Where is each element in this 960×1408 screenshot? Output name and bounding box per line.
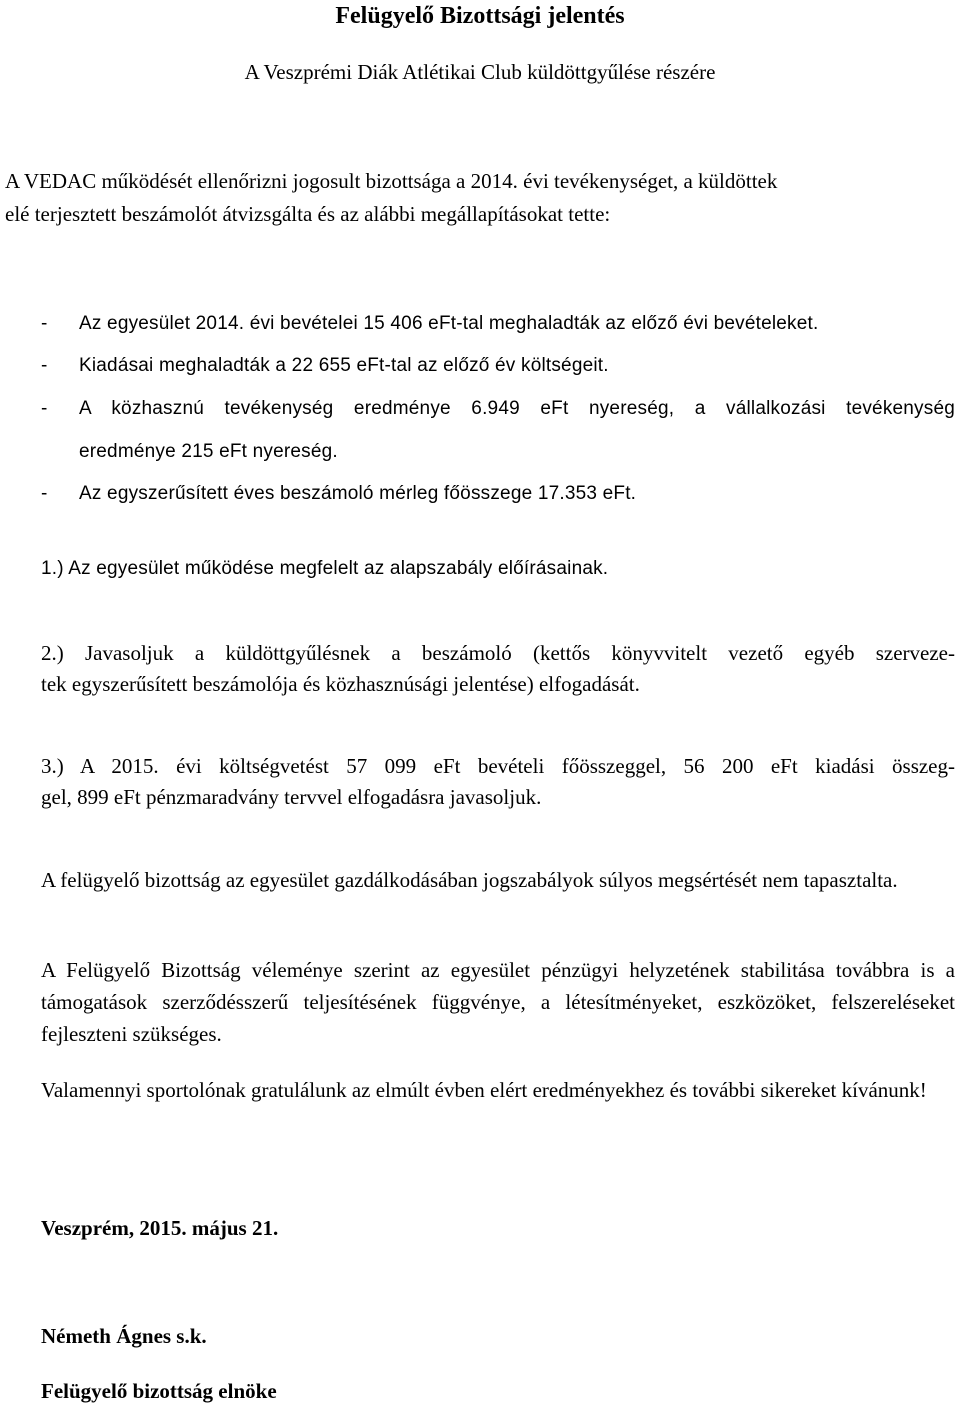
point-3-line-2: gel, 899 eFt pénzmaradvány tervvel elfogadásra javasoljuk. [41,785,542,809]
paragraph-no-violations: A felügyelő bizottság az egyesület gazdálkodásában jogszabályok súlyos megsértését nem tapasztalta. [41,868,898,892]
list-bullet: - [41,483,48,504]
finding-expenses: Kiadásai meghaladták a 22 655 eFt-tal az előző év költségeit. [79,355,609,376]
point-2-line-2: tek egyszerűsített beszámolója és közhasznúsági jelentése) elfogadását. [41,672,640,696]
intro-line-2: elé terjesztett beszámolót átvizsgálta és az alábbi megállapításokat tette: [5,202,611,226]
list-bullet: - [41,398,48,419]
signatory-role: Felügyelő bizottság elnöke [41,1379,277,1403]
signatory-name: Németh Ágnes s.k. [41,1324,207,1348]
finding-result-line-1: A közhasznú tevékenység eredménye 6.949 eFt nyereség, a vállalkozási tevékenység [79,398,955,419]
finding-income: Az egyesület 2014. évi bevételei 15 406 eFt-tal meghaladták az előző évi bevételeket. [79,313,819,334]
intro-line-1: A VEDAC működését ellenőrizni jogosult bizottsága a 2014. évi tevékenységet, a küldöttek [5,169,778,193]
paragraph-congratulations: Valamennyi sportolónak gratulálunk az elmúlt évben elért eredményekhez és további sikereket kívánunk! [41,1078,927,1102]
list-bullet: - [41,355,48,376]
point-3-line-1: 3.) A 2015. évi költségvetést 57 099 eFt bevételi főösszeggel, 56 200 eFt kiadási összeg- [41,754,955,778]
point-1: 1.) Az egyesület működése megfelelt az alapszabály előírásainak. [41,558,609,579]
document-subtitle: A Veszprémi Diák Atlétikai Club küldöttgyűlése részére [244,60,716,84]
paragraph-financial-stability: A Felügyelő Bizottság véleménye szerint az egyesület pénzügyi helyzetének stabilitása továbbra is a támogatások szerződésszerű teljesítésének függvénye, a létesítményeket, eszközöket, felszereléseket fejleszteni szükséges. [41,958,955,1046]
point-2-line-1: 2.) Javasoljuk a küldöttgyűlésnek a beszámoló (kettős könyvvitelt vezető egyéb szerveze- [41,641,955,665]
finding-balance: Az egyszerűsített éves beszámoló mérleg főösszege 17.353 eFt. [79,483,637,504]
list-bullet: - [41,313,48,334]
finding-result-line-2: eredménye 215 eFt nyereség. [79,441,338,462]
document-title: Felügyelő Bizottsági jelentés [335,3,625,29]
place-date: Veszprém, 2015. május 21. [41,1216,279,1240]
